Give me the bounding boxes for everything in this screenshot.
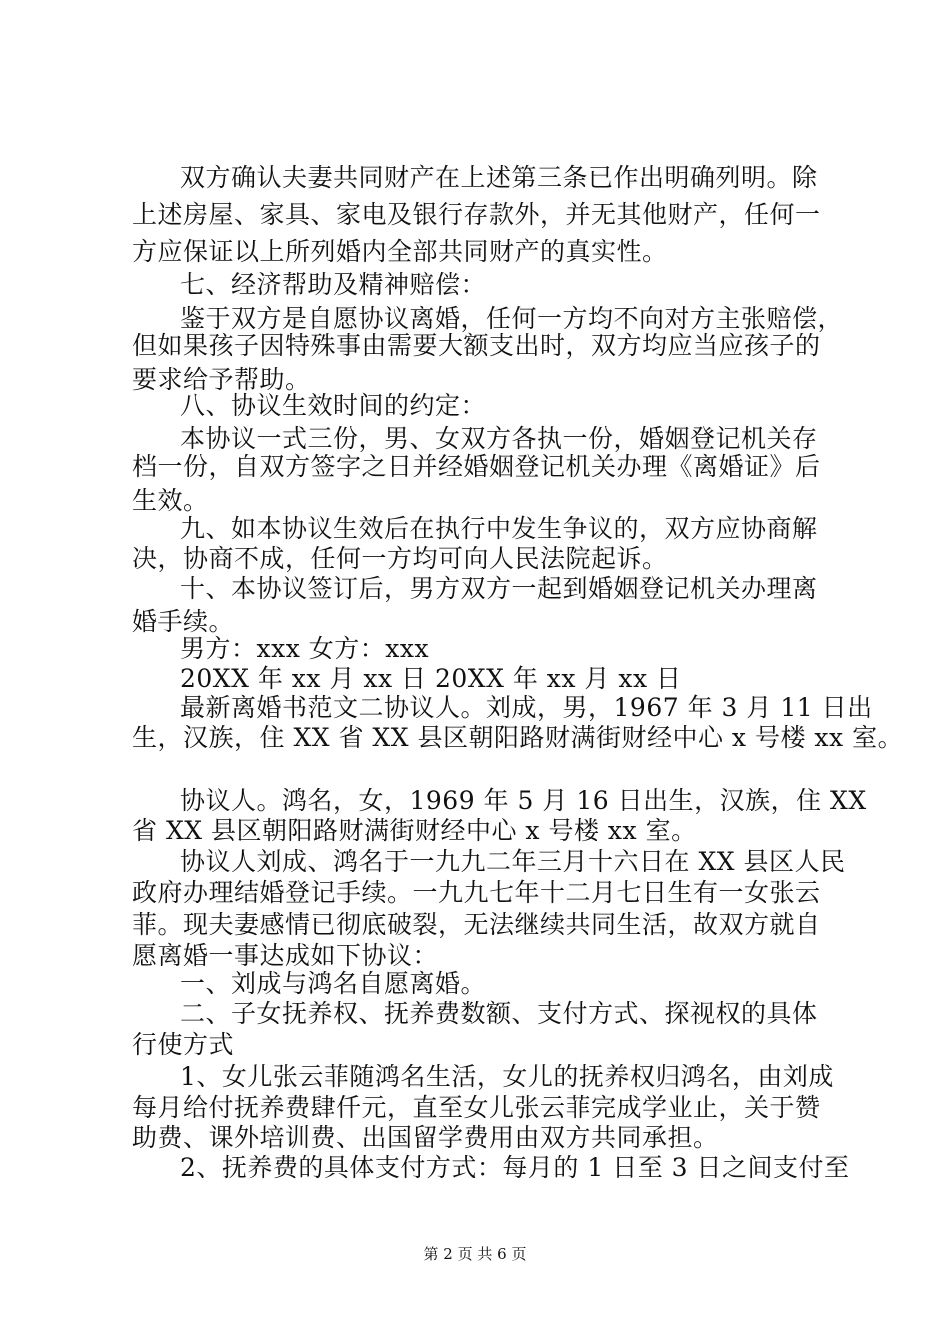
body-line: 生效。	[132, 486, 209, 515]
section-heading: 八、协议生效时间的约定：	[180, 391, 487, 420]
body-line: 但如果孩子因特殊事由需要大额支出时，双方均应当应孩子的	[132, 331, 821, 360]
body-line: 档一份，自双方签字之日并经婚姻登记机关办理《离婚证》后	[132, 452, 821, 481]
body-line: 菲。现夫妻感情已彻底破裂，无法继续共同生活，故双方就自	[132, 910, 821, 939]
signature-line: 男方：xxx 女方：xxx	[180, 634, 430, 663]
body-line: 愿离婚一事达成如下协议：	[132, 941, 439, 970]
body-line: 鉴于双方是自愿协议离婚，任何一方均不向对方主张赔偿，	[180, 304, 844, 333]
date-line: 20XX 年 xx 月 xx 日 20XX 年 xx 月 xx 日	[180, 664, 682, 693]
body-line: 十、本协议签订后，男方双方一起到婚姻登记机关办理离	[180, 574, 818, 603]
body-line: 方应保证以上所列婚内全部共同财产的真实性。	[132, 237, 668, 266]
section-heading: 七、经济帮助及精神赔偿：	[180, 270, 487, 299]
body-line: 每月给付抚养费肆仟元，直至女儿张云菲完成学业止，关于赞	[132, 1093, 821, 1122]
body-line: 省 XX 县区朝阳路财满街财经中心 x 号楼 xx 室。	[132, 816, 697, 845]
body-line: 九、如本协议生效后在执行中发生争议的，双方应协商解	[180, 514, 818, 543]
clause-heading: 一、刘成与鸿名自愿离婚。	[180, 969, 487, 998]
body-line: 本协议一式三份，男、女双方各执一份，婚姻登记机关存	[180, 424, 818, 453]
page-footer: 第 2 页 共 6 页	[423, 1245, 527, 1263]
clause-heading: 二、子女抚养权、抚养费数额、支付方式、探视权的具体	[180, 999, 818, 1028]
body-line: 2、抚养费的具体支付方式：每月的 1 日至 3 日之间支付至	[180, 1153, 850, 1182]
body-line: 双方确认夫妻共同财产在上述第三条已作出明确列明。除	[180, 163, 818, 192]
body-line: 最新离婚书范文二协议人。刘成，男，1967 年 3 月 11 日出	[180, 693, 873, 722]
body-line: 协议人刘成、鸿名于一九九二年三月十六日在 XX 县区人民	[180, 847, 846, 876]
body-line: 助费、课外培训费、出国留学费用由双方共同承担。	[132, 1123, 719, 1152]
body-line: 决，协商不成，任何一方均可向人民法院起诉。	[132, 544, 668, 573]
body-line: 婚手续。	[132, 607, 235, 636]
body-line: 协议人。鸿名，女，1969 年 5 月 16 日出生，汉族，住 XX	[180, 786, 867, 815]
body-line: 生，汉族，住 XX 省 XX 县区朝阳路财满街财经中心 x 号楼 xx 室。	[132, 723, 904, 752]
body-line: 要求给予帮助。	[132, 365, 311, 394]
body-line: 1、女儿张云菲随鸿名生活，女儿的抚养权归鸿名，由刘成	[180, 1062, 834, 1091]
body-line: 行使方式	[132, 1030, 235, 1059]
body-line: 政府办理结婚登记手续。一九九七年十二月七日生有一女张云	[132, 878, 821, 907]
body-line: 上述房屋、家具、家电及银行存款外，并无其他财产，任何一	[132, 200, 821, 229]
